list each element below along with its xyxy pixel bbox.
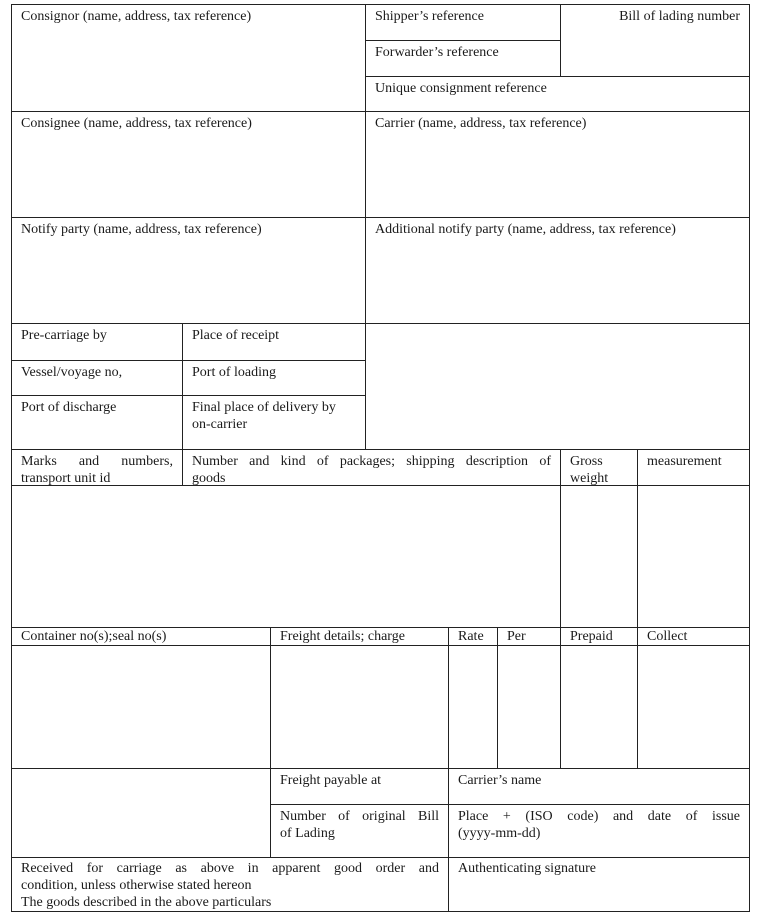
port-of-loading-label: Port of loading [192, 365, 276, 380]
packages-description-label-line1: Number and kind of packages; shipping description of [192, 454, 551, 469]
number-of-original-bl-label-line2: of Lading [280, 826, 335, 841]
shippers-reference-field[interactable] [365, 4, 561, 41]
pre-carriage-by-label: Pre-carriage by [21, 328, 107, 343]
blank-transport-area[interactable] [365, 323, 750, 450]
carrier-field[interactable] [365, 111, 750, 218]
container-seal-label: Container no(s);seal no(s) [21, 629, 167, 644]
freight-payable-at-field[interactable] [270, 768, 449, 805]
container-seal-header [11, 627, 271, 646]
freight-details-header [270, 627, 449, 646]
number-of-original-bl-label-line1: Number of original Bill [280, 809, 439, 824]
final-place-of-delivery-label-line1: Final place of delivery by [192, 400, 336, 415]
notify-party-field[interactable] [11, 217, 366, 324]
place-and-date-of-issue-label-line2: (yyyy-mm-dd) [458, 826, 541, 841]
gross-weight-header [560, 449, 638, 486]
unique-consignment-reference-label: Unique consignment reference [375, 81, 547, 96]
goods-description-area[interactable] [11, 485, 561, 628]
final-place-of-delivery-label-line2: on-carrier [192, 417, 248, 432]
carriers-name-field[interactable] [448, 768, 750, 805]
received-for-carriage-line3: The goods described in the above particulars [21, 895, 272, 910]
place-of-receipt-field[interactable] [182, 323, 366, 361]
measurement-area[interactable] [637, 485, 750, 628]
port-of-discharge-field[interactable] [11, 395, 183, 450]
notify-party-label: Notify party (name, address, tax reference) [21, 222, 262, 237]
per-area[interactable] [497, 645, 561, 769]
packages-description-label-line2: goods [192, 471, 226, 486]
container-seal-area[interactable] [11, 645, 271, 769]
consignor-label: Consignor (name, address, tax reference) [21, 9, 252, 24]
additional-notify-party-label: Additional notify party (name, address, tax reference) [375, 222, 676, 237]
received-for-carriage-statement [11, 857, 449, 912]
freight-payable-at-label: Freight payable at [280, 773, 382, 788]
marks-and-numbers-label-line1: Marks and numbers, [21, 454, 173, 469]
final-place-of-delivery-field[interactable] [182, 395, 366, 450]
place-of-receipt-label: Place of receipt [192, 328, 280, 343]
freight-details-label: Freight details; charge [280, 629, 405, 644]
pre-carriage-by-field[interactable] [11, 323, 183, 361]
carriers-name-label: Carrier’s name [458, 773, 542, 788]
authenticating-signature-field[interactable] [448, 857, 750, 912]
shippers-reference-label: Shipper’s reference [375, 9, 484, 24]
rate-area[interactable] [448, 645, 498, 769]
additional-notify-party-field[interactable] [365, 217, 750, 324]
place-and-date-of-issue-field[interactable] [448, 804, 750, 858]
forwarders-reference-field[interactable] [365, 40, 561, 77]
per-label: Per [507, 629, 526, 644]
prepaid-area[interactable] [560, 645, 638, 769]
freight-details-area[interactable] [270, 645, 449, 769]
place-and-date-of-issue-label-line1: Place + (ISO code) and date of issue [458, 809, 740, 824]
collect-header [637, 627, 750, 646]
gross-weight-area[interactable] [560, 485, 638, 628]
measurement-label: measurement [647, 454, 722, 469]
per-header [497, 627, 561, 646]
consignee-label: Consignee (name, address, tax reference) [21, 116, 252, 131]
collect-area[interactable] [637, 645, 750, 769]
marks-and-numbers-header [11, 449, 183, 486]
authenticating-signature-label: Authenticating signature [458, 861, 597, 876]
prepaid-label: Prepaid [570, 629, 613, 644]
bill-of-lading-number-label: Bill of lading number [619, 9, 740, 24]
port-of-discharge-label: Port of discharge [21, 400, 117, 415]
number-of-original-bl-field[interactable] [270, 804, 449, 858]
consignor-field[interactable] [11, 4, 366, 112]
consignee-field[interactable] [11, 111, 366, 218]
bill-of-lading-number-field[interactable] [560, 4, 750, 77]
blank-payment-area[interactable] [11, 768, 271, 858]
unique-consignment-reference-field[interactable] [365, 76, 750, 112]
gross-weight-label-line1: Gross [570, 454, 603, 469]
rate-label: Rate [458, 629, 484, 644]
marks-and-numbers-label-line2: transport unit id [21, 471, 111, 486]
vessel-voyage-field[interactable] [11, 360, 183, 396]
vessel-voyage-label: Vessel/voyage no, [21, 365, 123, 380]
carrier-label: Carrier (name, address, tax reference) [375, 116, 587, 131]
rate-header [448, 627, 498, 646]
collect-label: Collect [647, 629, 688, 644]
received-for-carriage-line2: condition, unless otherwise stated hereon [21, 878, 252, 893]
forwarders-reference-label: Forwarder’s reference [375, 45, 499, 60]
received-for-carriage-line1: Received for carriage as above in apparent good order and [21, 861, 439, 876]
measurement-header [637, 449, 750, 486]
gross-weight-label-line2: weight [570, 471, 609, 486]
prepaid-header [560, 627, 638, 646]
port-of-loading-field[interactable] [182, 360, 366, 396]
packages-description-header [182, 449, 561, 486]
